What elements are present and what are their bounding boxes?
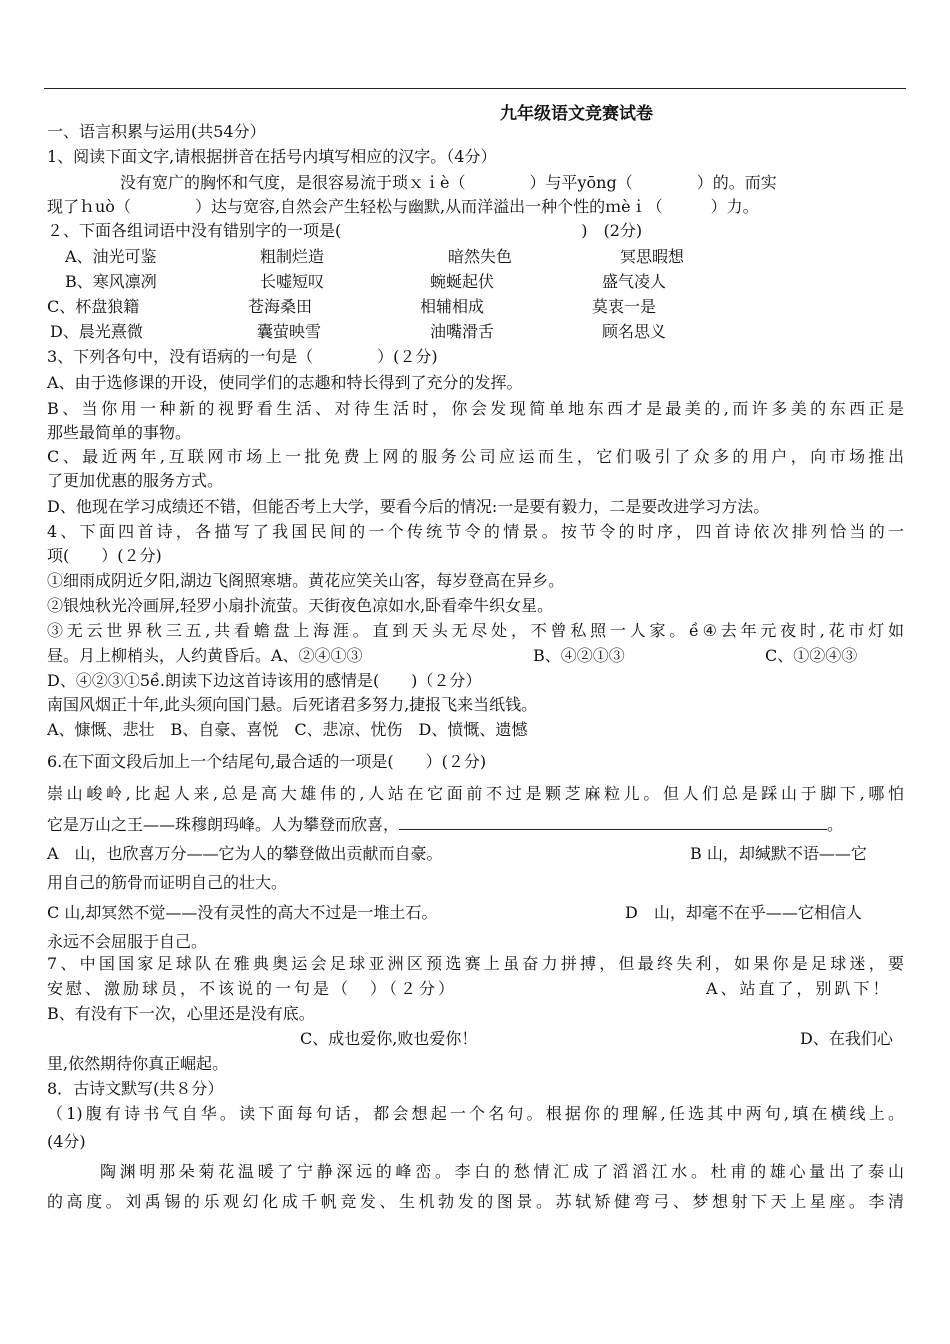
- q2-row-b-4: 盛气凌人: [602, 272, 667, 291]
- q2-row-b-2: 长嘘短叹: [260, 272, 325, 291]
- q7-option-d: D、在我们心: [800, 1029, 893, 1048]
- answer-blank: [399, 815, 827, 830]
- q1-line2: 现了ｈuò（ ）达与宽容,自然会产生轻松与幽默,从而洋溢出一种个性的ｍèｉ（ ）力。: [47, 197, 759, 216]
- q2-row-b-3: 蜿蜒起伏: [430, 272, 495, 291]
- q2-row-d-3: 油嘴滑舌: [430, 322, 495, 341]
- page-title: 九年级语文竞赛试卷: [500, 104, 653, 124]
- q3-option-b-line2: 那些最简单的事物。: [47, 423, 192, 442]
- q6-option-d-rest: 永远不会屈服于自己。: [47, 932, 208, 951]
- q2-row-c-1: C、杯盘狼籍: [47, 297, 140, 316]
- header-rule: [44, 88, 906, 89]
- q8-sub1: （1)腹有诗书气自华。读下面每句话，都会想起一个名句。根据你的理解,任选其中两句,填在横线上。: [47, 1104, 904, 1123]
- q6-option-b-rest: 用自己的筋骨而证明自己的壮大。: [47, 873, 288, 892]
- q8-paragraph-line2: 的高度。刘禹锡的乐观幻化成千帆竞发、生机勃发的图景。苏轼矫健弯弓、梦想射下天上星座。李清: [47, 1192, 904, 1211]
- q4-option-b: B、④②①③: [533, 646, 625, 665]
- q2-row-d-1: D、晨光熹微: [50, 322, 143, 341]
- q3-option-b-line1: B、当你用一种新的视野看生活、对待生活时，你会发现简单地东西才是最美的,而许多美的东西正是: [47, 399, 904, 418]
- q4-option-d-q5-prompt: D、④②③①5ề.朗读下边这首诗该用的感情是( )（２分）: [47, 671, 482, 690]
- section-heading: 一、语言积累与运用(共54分）: [47, 122, 266, 141]
- q4-option-c: C、①②④③: [765, 646, 858, 665]
- q2-row-a-4: 冥思暇想: [620, 247, 685, 266]
- q2-row-c-4: 莫衷一是: [592, 297, 657, 316]
- q7-option-c: C、成也爱你,败也爱你！: [300, 1029, 478, 1048]
- q3-prompt: 3、下列各句中，没有语病的一句是（ ）(２分): [47, 347, 438, 366]
- q4-poem-2: ②银烛秋光冷画屏,轻罗小扇扑流萤。天街夜色凉如水,卧看牵牛织女星。: [47, 596, 554, 615]
- q6-option-c: C 山,却冥然不觉——没有灵性的高大不过是一堆土石。: [47, 903, 438, 922]
- q8-paragraph-line1: 陶渊明那朵菊花温暖了宁静深远的峰峦。李白的愁情汇成了滔滔江水。杜甫的雄心量出了泰山: [100, 1162, 904, 1181]
- q7-option-b: B、有没有下一次，心里还是没有底。: [47, 1004, 315, 1023]
- q2-row-a-2: 粗制烂造: [260, 247, 325, 266]
- q1-prompt: 1、阅读下面文字,请根据拼音在括号内填写相应的汉字。（4分）: [47, 147, 497, 166]
- q4-poem-3: ③无云世界秋三五,共看蟾盘上海涯。直到天头无尽处，不曾私照一人家。ề④去年元夜时,花市灯如: [47, 621, 904, 640]
- q2-row-b-1: B、寒风凛冽: [65, 272, 157, 291]
- q6-text-line2-content: 它是万山之王——珠穆朗玛峰。人为攀登而欣喜，: [47, 815, 400, 834]
- q4-prompt-line2: 项( ）(２分): [47, 546, 162, 565]
- q6-text-line2-end: 。: [827, 815, 844, 834]
- q4-prompt-line1: 4、下面四首诗，各描写了我国民间的一个传统节令的情景。按节令的时序，四首诗依次排列恰当的一: [47, 522, 904, 541]
- q7-prompt-line2: 安慰、激励球员，不该说的一句是（ ）（２分）: [47, 979, 458, 998]
- q7-prompt-line1: 7、中国国家足球队在雅典奥运会足球亚洲区预选赛上虽奋力拼搏，但最终失利，如果你是足球迷，要: [47, 954, 904, 973]
- q6-option-d: D 山，却毫不在乎——它相信人: [625, 903, 862, 922]
- q1-line1: 没有宽广的胸怀和气度，是很容易流于琐ｘｉè（ ）与平yōng（ ）的。而实: [120, 173, 777, 192]
- q2-row-d-4: 顾名思义: [602, 322, 667, 341]
- q2-prompt: ２、下面各组词语中没有错别字的一项是( ) (2分): [47, 221, 643, 240]
- q6-option-a: A 山，也欣喜万分——它为人的攀登做出贡献而自豪。: [47, 844, 443, 863]
- q3-option-c-line1: C、最近两年,互联网市场上一批免费上网的服务公司应运而生，它们吸引了众多的用户，向市场推出: [47, 447, 904, 466]
- q8-sub1-score: (4分): [47, 1132, 86, 1151]
- q7-option-a: A、站直了，别趴下！: [706, 979, 892, 998]
- q2-row-c-3: 相辅相成: [420, 297, 485, 316]
- q4-poem-4-option-a: 昼。月上柳梢头，人约黄昏后。A、②④①③: [47, 646, 363, 665]
- q5-options: A、慷慨、悲壮 B、自豪、喜悦 C、悲凉、忧伤 D、愤慨、遗憾: [47, 720, 528, 739]
- q8-prompt: 8．古诗文默写(共８分）: [47, 1079, 224, 1098]
- q2-row-c-2: 苍海桑田: [248, 297, 313, 316]
- q7-option-d-rest: 里,依然期待你真正崛起。: [47, 1054, 229, 1073]
- q6-text-line2: [47, 814, 843, 836]
- q6-prompt: 6.在下面文段后加上一个结尾句,最合适的一项是( ）(２分): [47, 752, 487, 771]
- q3-option-d: D、他现在学习成绩还不错，但能否考上大学，要看今后的情况:一是要有毅力，二是要改进学习方法。: [47, 497, 770, 516]
- q5-poem: 南国风烟正十年,此头须向国门悬。后死诸君多努力,捷报飞来当纸钱。: [47, 695, 538, 714]
- q4-poem-1: ①细雨成阴近夕阳,湖边飞阁照寒塘。黄花应笑关山客，每岁登高在异乡。: [47, 571, 565, 590]
- q2-row-d-2: 囊萤映雪: [257, 322, 322, 341]
- q2-row-a-3: 暗然失色: [448, 247, 513, 266]
- q6-option-b: B 山，却缄默不语——它: [690, 844, 867, 863]
- q3-option-a: A、由于选修课的开设，使同学们的志趣和特长得到了充分的发挥。: [47, 373, 523, 392]
- q3-option-c-line2: 了更加优惠的服务方式。: [47, 471, 224, 490]
- q6-text-line1: 崇山峻岭,比起人来,总是高大雄伟的,人站在它面前不过是颗芝麻粒儿。但人们总是踩山于脚下,哪怕: [47, 784, 904, 803]
- q2-row-a-1: A、油光可鉴: [65, 247, 157, 266]
